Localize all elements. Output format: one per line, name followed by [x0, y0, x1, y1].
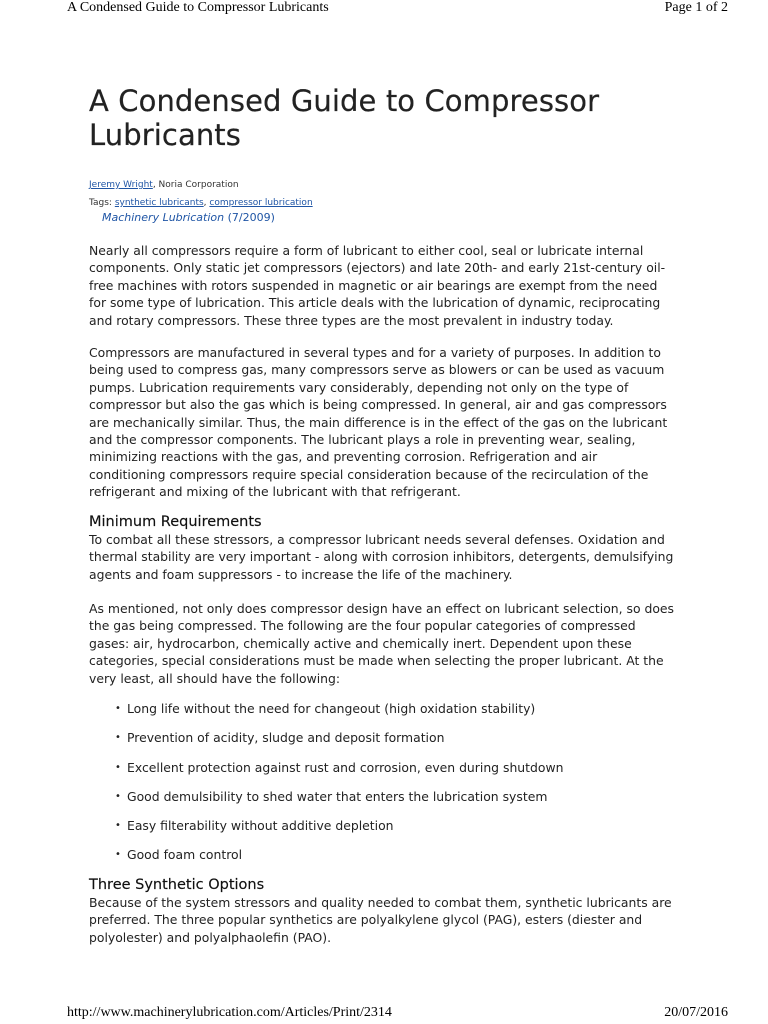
- bullet-icon: •: [115, 849, 121, 861]
- print-header-title: A Condensed Guide to Compressor Lubricants: [67, 0, 329, 15]
- synthetic-paragraph-1: Because of the system stressors and quality needed to combat them, synthetic lubricants are preferred. The three popular synthetics are polyalkylene glycol (PAG), esters (diester and polyolester) and polyalphaolefin (PAO).: [89, 894, 672, 945]
- print-footer-date: 20/07/2016: [664, 1005, 728, 1020]
- print-page-number: Page 1 of 2: [664, 0, 728, 15]
- print-header: [67, 0, 728, 16]
- list-item: [115, 759, 677, 776]
- author-link[interactable]: Jeremy Wright: [89, 180, 153, 190]
- print-footer: [67, 1005, 728, 1021]
- list-item: [115, 729, 677, 746]
- bullet-icon: •: [115, 761, 121, 773]
- bullet-icon: •: [115, 820, 121, 832]
- tag-separator: ,: [203, 198, 210, 208]
- tag-link-synthetic-lubricants[interactable]: synthetic lubricants: [114, 198, 204, 208]
- article-title: A Condensed Guide to Compressor Lubricants: [89, 84, 600, 152]
- bullet-icon: •: [115, 732, 121, 744]
- bullet-icon: •: [115, 702, 121, 714]
- list-item-text: Easy filterability without additive depletion: [127, 818, 394, 834]
- minimum-paragraph-1: To combat all these stressors, a compressor lubricant needs several defenses. Oxidation and thermal stability are very important - along with corrosion inhibitors, detergents, demulsifying agents and foam suppressors - to increase the life of the machinery.: [89, 531, 674, 582]
- list-item-text: Excellent protection against rust and corrosion, even during shutdown: [127, 759, 564, 775]
- list-item: [115, 846, 677, 863]
- publication-date: (7/2009): [224, 211, 275, 224]
- list-item-text: Long life without the need for changeout (high oxidation stability): [127, 700, 536, 716]
- minimum-paragraph-2: As mentioned, not only does compressor design have an effect on lubricant selection, so does the gas being compressed. The following are the four popular categories of compressed gases: air, hydrocarbon, chemically active and chemically inert. Dependent upon these categories, special considerations must be made when selecting the proper lubricant. At the very least, all should have the following:: [89, 600, 675, 686]
- list-item-text: Prevention of acidity, sludge and deposit formation: [127, 730, 445, 746]
- bullet-icon: •: [115, 790, 121, 802]
- article: [89, 84, 677, 946]
- tags-line: [89, 197, 677, 210]
- tag-link-compressor-lubrication[interactable]: compressor lubrication: [209, 198, 313, 208]
- intro-paragraph-2: Compressors are manufactured in several types and for a variety of purposes. In addition to being used to compress gas, many compressors serve as blowers or can be used as vacuum pumps. Lubrication requirements vary considerably, depending not only on the type of compressor but also the gas which is being compressed. In general, air and gas compressors are mechanically similar. Thus, the main difference is in the effect of the gas on the lubricant and the compressor components. The lubricant plays a role in preventing wear, sealing, minimizing reactions with the gas, and preventing corrosion. Refrigeration and air conditioning compressors require special consideration because of the recirculation of the refrigerant and mixing of the lubricant with that refrigerant.: [89, 345, 668, 500]
- intro-paragraph-1: Nearly all compressors require a form of lubricant to either cool, seal or lubricate internal components. Only static jet compressors (ejectors) and late 20th- and early 21st-century oil-free machines with rotors suspended in magnetic or air bearings are exempt from the need for some type of lubrication. This article deals with the lubrication of dynamic, reciprocating and rotary compressors. These three types are the most prevalent in industry today.: [89, 243, 666, 328]
- publication-name: Machinery Lubrication: [102, 211, 225, 224]
- requirements-list: [89, 700, 677, 863]
- author-affiliation: , Noria Corporation: [152, 180, 239, 190]
- list-item: [115, 788, 677, 805]
- list-item-text: Good demulsibility to shed water that enters the lubrication system: [127, 788, 548, 804]
- byline: [89, 179, 677, 192]
- section-heading-three-synthetic-options: Three Synthetic Options: [89, 876, 265, 893]
- print-footer-url: http://www.machinerylubrication.com/Articles/Print/2314: [67, 1005, 392, 1020]
- publication-source: [89, 211, 677, 225]
- list-item: [115, 700, 677, 717]
- tags-label: Tags:: [89, 198, 115, 208]
- list-item: [115, 817, 677, 834]
- section-heading-minimum-requirements: Minimum Requirements: [89, 513, 262, 530]
- list-item-text: Good foam control: [127, 847, 243, 863]
